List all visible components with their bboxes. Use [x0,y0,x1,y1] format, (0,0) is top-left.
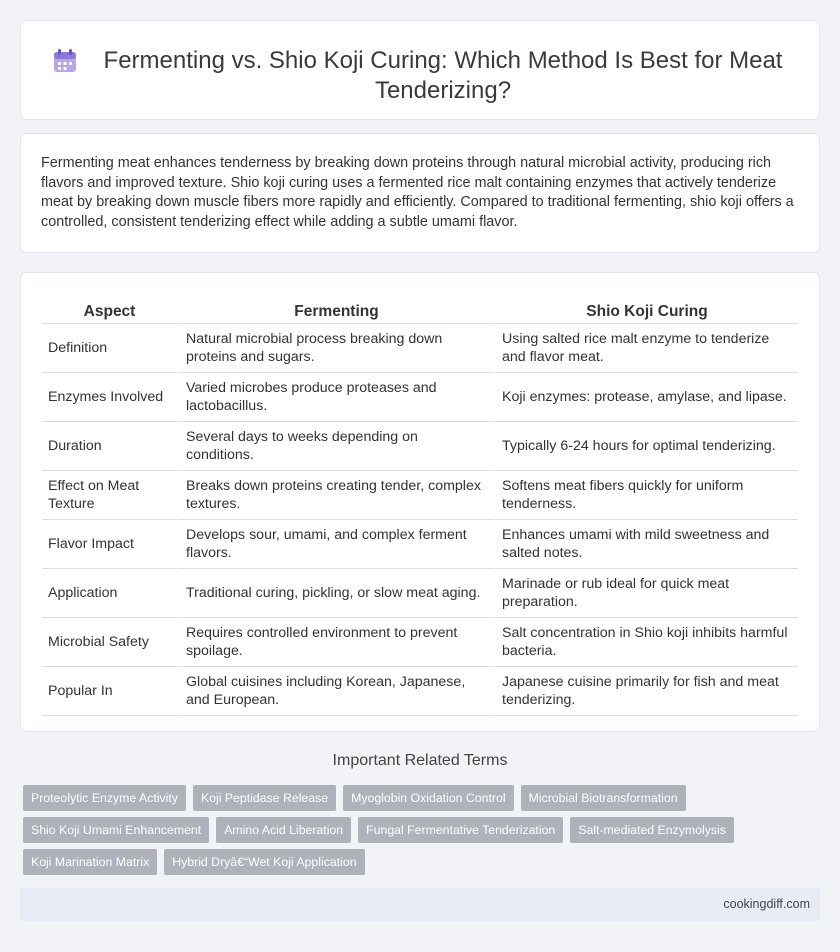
footer-site-link[interactable]: cookingdiff.com [723,897,810,911]
table-row [42,520,798,569]
comparison-card [20,272,820,732]
related-term-tag[interactable]: Amino Acid Liberation [216,817,351,843]
row-shio-koji: Using salted rice malt enzyme to tenderize and flavor meat. [493,324,798,373]
table-row [42,324,798,373]
related-term-tag[interactable]: Koji Peptidase Release [193,785,336,811]
related-terms-title: Important Related Terms [332,752,508,769]
row-shio-koji: Typically 6-24 hours for optimal tenderizing. [493,422,798,471]
row-aspect: Duration [42,422,177,471]
related-term-tag[interactable]: Salt-mediated Enzymolysis [570,817,734,843]
row-fermenting: Traditional curing, pickling, or slow meat aging. [177,569,493,618]
row-shio-koji: Marinade or rub ideal for quick meat preparation. [493,569,798,618]
related-terms-list [23,785,813,875]
header-shio-koji: Shio Koji Curing [493,295,798,324]
table-row [42,618,798,667]
row-shio-koji: Salt concentration in Shio koji inhibits harmful bacteria. [493,618,798,667]
row-fermenting: Varied microbes produce proteases and lactobacillus. [177,373,493,422]
title-card [20,20,820,120]
footer [20,888,820,921]
row-fermenting: Global cuisines including Korean, Japanese, and European. [177,667,493,716]
calendar-icon [52,48,78,74]
row-aspect: Flavor Impact [42,520,177,569]
related-term-tag[interactable]: Koji Marination Matrix [23,849,157,875]
related-term-tag[interactable]: Fungal Fermentative Tenderization [358,817,563,843]
row-shio-koji: Japanese cuisine primarily for fish and meat tenderizing. [493,667,798,716]
table-row [42,667,798,716]
table-row [42,373,798,422]
row-shio-koji: Koji enzymes: protease, amylase, and lipase. [493,373,798,422]
related-term-tag[interactable]: Microbial Biotransformation [521,785,686,811]
row-fermenting: Develops sour, umami, and complex ferment flavors. [177,520,493,569]
related-term-tag[interactable]: Myoglobin Oxidation Control [343,785,513,811]
intro-paragraph: Fermenting meat enhances tenderness by breaking down proteins through natural microbial activity, producing rich flavors and improved texture. Shio koji curing uses a fermented rice malt containing enzymes that actively tenderize meat by breaking down muscle fibers more rapidly and efficiently. Compared to traditional fermenting, shio koji offers a controlled, consistent tenderizing effect while adding a subtle umami flavor. [41,155,794,230]
row-fermenting: Requires controlled environment to prevent spoilage. [177,618,493,667]
row-aspect: Enzymes Involved [42,373,177,422]
table-row [42,471,798,520]
header-aspect: Aspect [42,295,177,324]
row-aspect: Popular In [42,667,177,716]
comparison-table [42,295,798,716]
row-fermenting: Several days to weeks depending on conditions. [177,422,493,471]
related-term-tag[interactable]: Shio Koji Umami Enhancement [23,817,209,843]
row-fermenting: Natural microbial process breaking down proteins and sugars. [177,324,493,373]
table-row [42,569,798,618]
header-fermenting: Fermenting [177,295,493,324]
row-fermenting: Breaks down proteins creating tender, complex textures. [177,471,493,520]
row-aspect: Effect on Meat Texture [42,471,177,520]
row-aspect: Definition [42,324,177,373]
table-row [42,422,798,471]
related-term-tag[interactable]: Hybrid Dryâ€“Wet Koji Application [164,849,364,875]
row-shio-koji: Enhances umami with mild sweetness and salted notes. [493,520,798,569]
row-aspect: Application [42,569,177,618]
table-header-row [42,295,798,324]
row-shio-koji: Softens meat fibers quickly for uniform tenderness. [493,471,798,520]
page-title: Fermenting vs. Shio Koji Curing: Which Method Is Best for Meat Tenderizing? [103,47,783,104]
related-term-tag[interactable]: Proteolytic Enzyme Activity [23,785,186,811]
row-aspect: Microbial Safety [42,618,177,667]
intro-card [20,133,820,253]
